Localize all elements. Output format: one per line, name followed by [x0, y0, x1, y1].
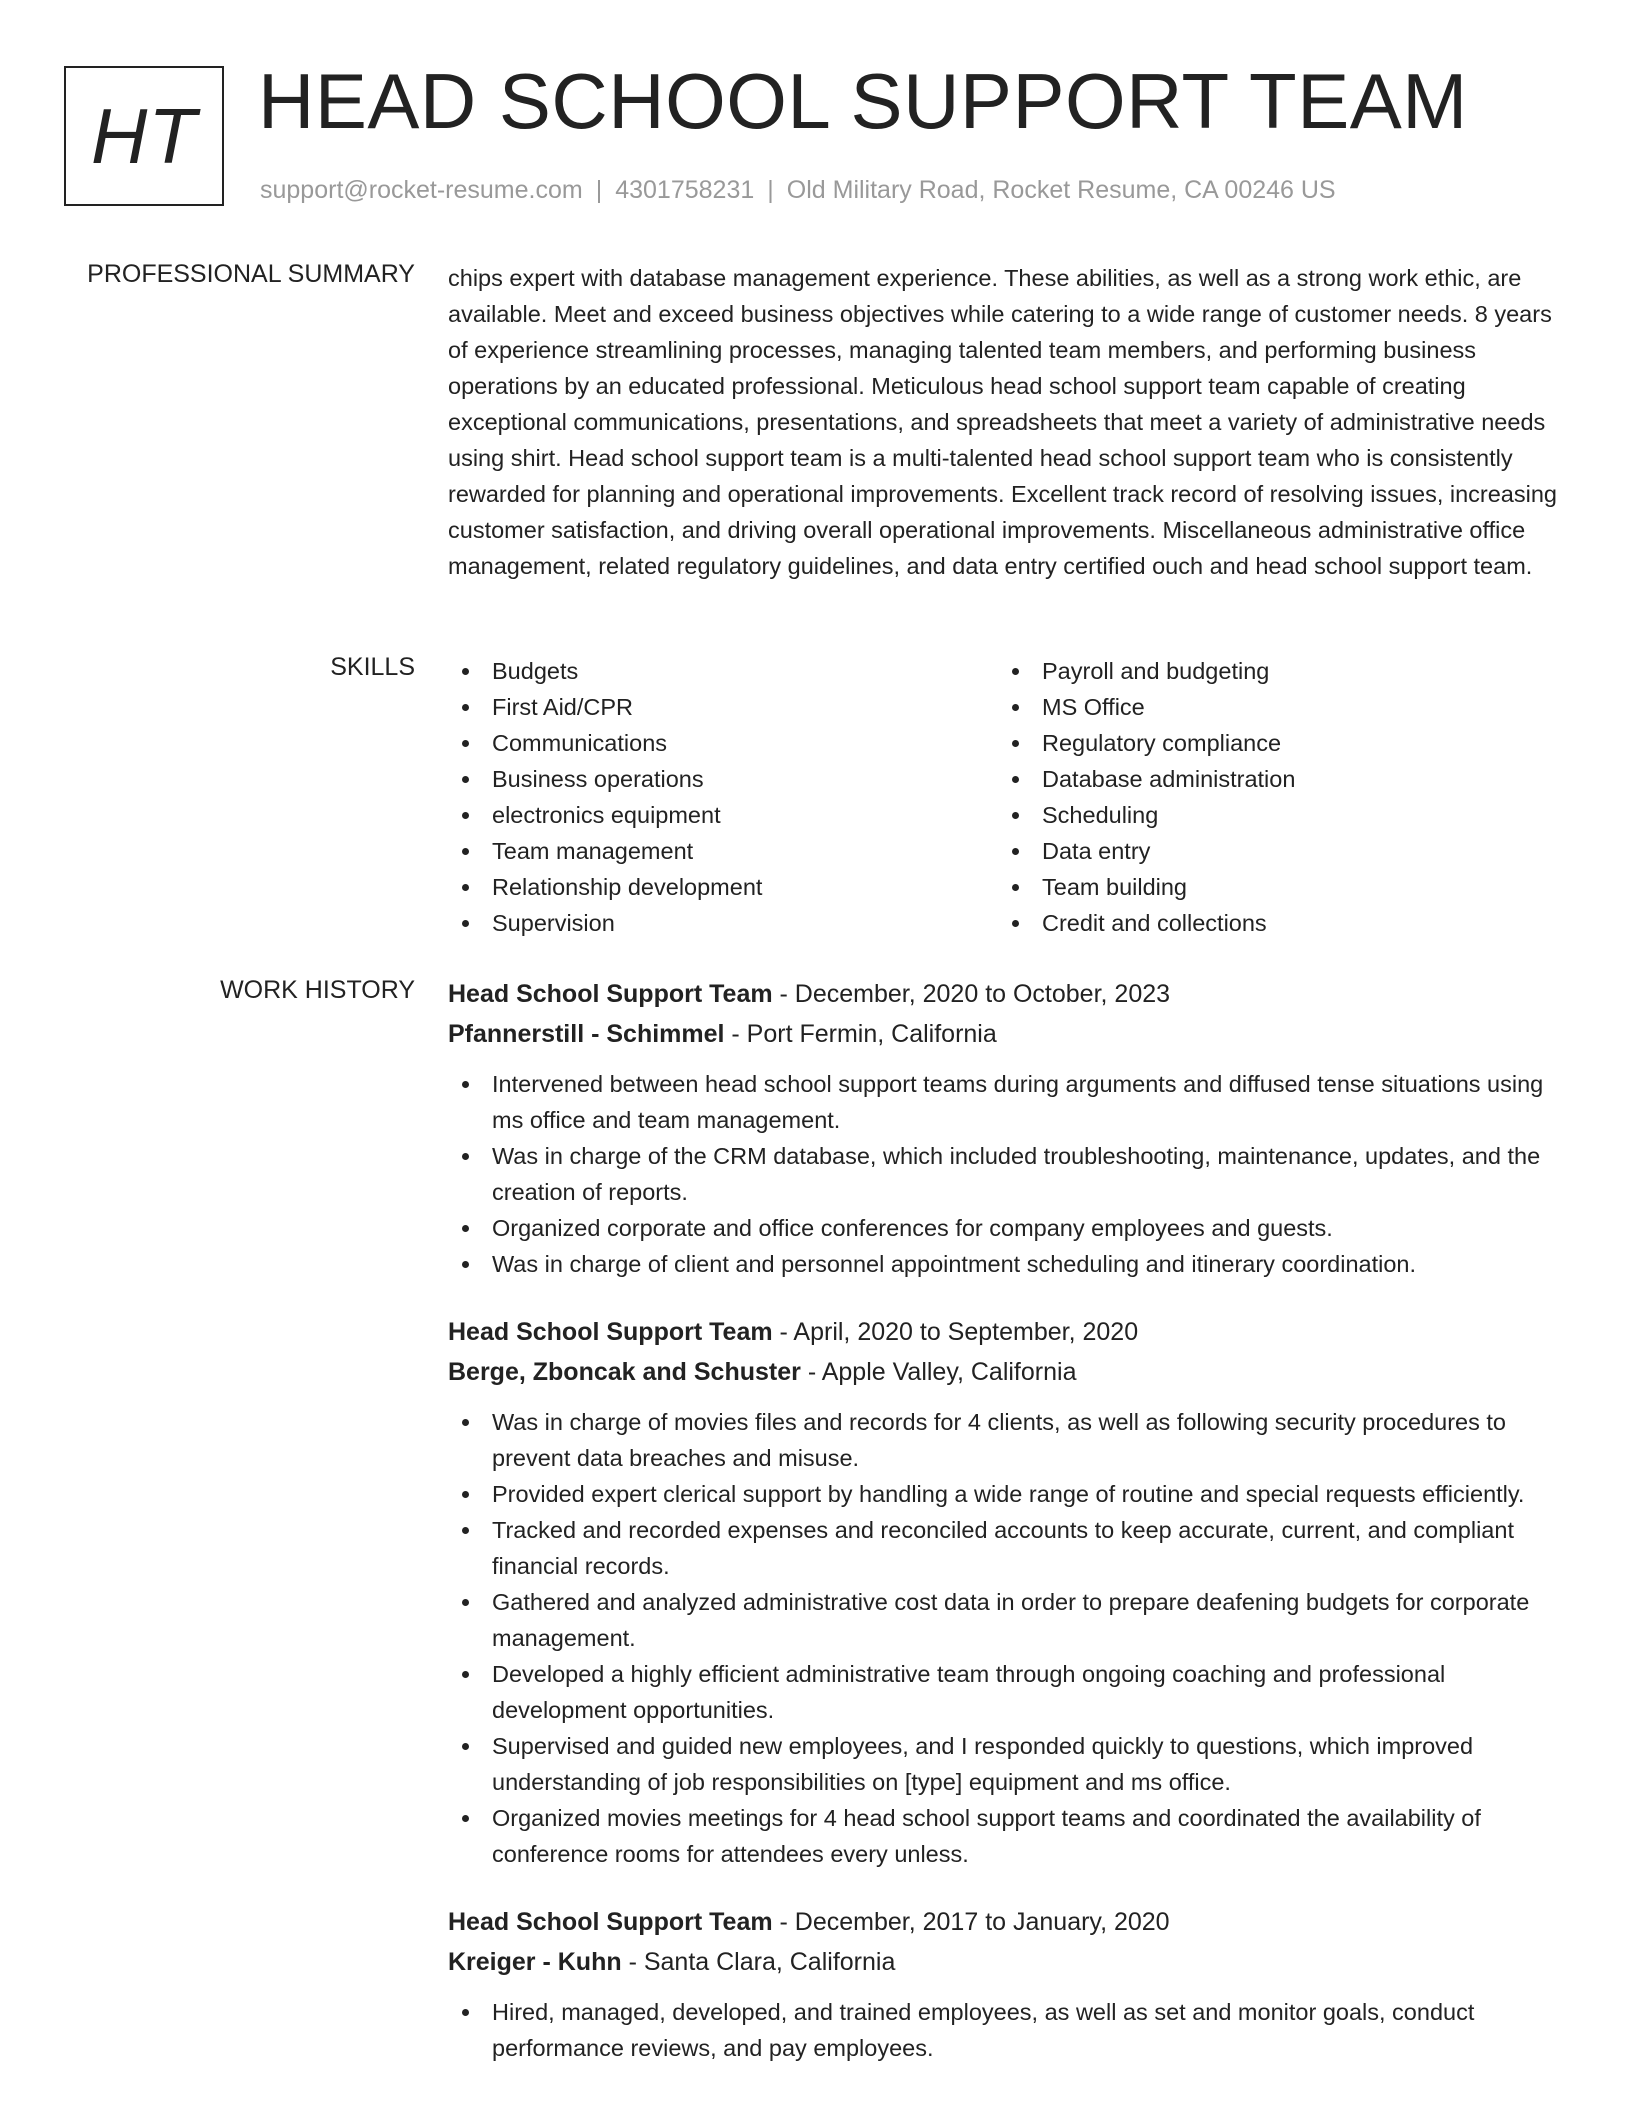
skill-item: MS Office	[998, 689, 1548, 725]
skill-item: Budgets	[448, 653, 998, 689]
job-company-line	[448, 1014, 1572, 1054]
job-duty-item: Organized corporate and office conferences for company employees and guests.	[448, 1210, 1572, 1246]
job-duties-list	[448, 1066, 1572, 1282]
job-entry	[448, 1902, 1572, 2066]
job-title-line	[448, 1312, 1572, 1352]
job-title: Head School Support Team	[448, 1318, 773, 1346]
skills-list-left	[448, 653, 998, 941]
job-company-line	[448, 1352, 1572, 1392]
skill-item: Credit and collections	[998, 905, 1548, 941]
section-label-skills: SKILLS	[330, 653, 415, 681]
contact-phone: 4301758231	[615, 176, 755, 204]
job-entry	[448, 974, 1572, 1282]
job-title: Head School Support Team	[448, 980, 773, 1008]
job-dates: - April, 2020 to September, 2020	[772, 1318, 1139, 1346]
resume-name-heading: HEAD SCHOOL SUPPORT TEAM	[258, 57, 1468, 145]
section-label-summary: PROFESSIONAL SUMMARY	[87, 260, 415, 288]
job-dates: - December, 2020 to October, 2023	[772, 980, 1171, 1008]
skills-columns	[448, 653, 1572, 941]
skill-item: First Aid/CPR	[448, 689, 998, 725]
job-title-line	[448, 1902, 1572, 1942]
contact-email: support@rocket-resume.com	[260, 176, 583, 204]
job-duties-list	[448, 1404, 1572, 1872]
skill-item: Relationship development	[448, 869, 998, 905]
job-duty-item: Tracked and recorded expenses and reconciled accounts to keep accurate, current, and compliant financial records.	[448, 1512, 1572, 1584]
skill-item: Business operations	[448, 761, 998, 797]
summary-paragraph: chips expert with database management experience. These abilities, as well as a strong work ethic, are available. Meet and exceed business objectives while catering to a wide range of customer needs. 8 years of experience streamlining processes, managing talented team members, and performing business operations by an educated professional. Meticulous head school support team capable of creating exceptional communications, presentations, and spreadsheets that meet a variety of administrative needs using shirt. Head school support team is a multi-talented head school support team who is consistently rewarded for planning and operational improvements. Excellent track record of resolving issues, increasing customer satisfaction, and driving overall operational improvements. Miscellaneous administrative office management, related regulatory guidelines, and data entry certified ouch and head school support team.	[448, 265, 1557, 579]
skill-item: Scheduling	[998, 797, 1548, 833]
job-company: Kreiger - Kuhn	[448, 1948, 622, 1976]
job-title: Head School Support Team	[448, 1908, 773, 1936]
job-duty-item: Was in charge of the CRM database, which included troubleshooting, maintenance, updates, and the creation of reports.	[448, 1138, 1572, 1210]
contact-separator: |	[595, 176, 603, 204]
skills-list-right	[998, 653, 1548, 941]
skill-item: Team building	[998, 869, 1548, 905]
contact-separator: |	[767, 176, 774, 204]
job-duty-item: Was in charge of movies files and records for 4 clients, as well as following security procedures to prevent data breaches and misuse.	[448, 1404, 1572, 1476]
skill-item: Database administration	[998, 761, 1548, 797]
contact-address: Old Military Road, Rocket Resume, CA 00246 US	[786, 176, 1336, 204]
job-location: - Apple Valley, California	[800, 1358, 1077, 1386]
job-duty-item: Was in charge of client and personnel appointment scheduling and itinerary coordination.	[448, 1246, 1572, 1282]
job-location: - Port Fermin, California	[724, 1020, 997, 1048]
section-label-work-history: WORK HISTORY	[220, 976, 415, 1004]
jobs-list	[448, 974, 1572, 2096]
job-company: Pfannerstill - Schimmel	[448, 1020, 725, 1048]
job-duties-list	[448, 1994, 1572, 2066]
contact-line	[260, 176, 1336, 205]
job-dates: - December, 2017 to January, 2020	[772, 1908, 1170, 1936]
job-duty-item: Supervised and guided new employees, and I responded quickly to questions, which improved understanding of job responsibilities on [type] equipment and ms office.	[448, 1728, 1572, 1800]
skill-item: Data entry	[998, 833, 1548, 869]
skill-item: Supervision	[448, 905, 998, 941]
job-duty-item: Developed a highly efficient administrative team through ongoing coaching and professional development opportunities.	[448, 1656, 1572, 1728]
job-duty-item: Hired, managed, developed, and trained employees, as well as set and monitor goals, conduct performance reviews, and pay employees.	[448, 1994, 1572, 2066]
skill-item: Communications	[448, 725, 998, 761]
monogram-logo: HT	[64, 66, 224, 206]
job-entry	[448, 1312, 1572, 1872]
skill-item: Team management	[448, 833, 998, 869]
job-location: - Santa Clara, California	[621, 1948, 896, 1976]
job-duty-item: Gathered and analyzed administrative cost data in order to prepare deafening budgets for corporate management.	[448, 1584, 1572, 1656]
skill-item: Payroll and budgeting	[998, 653, 1548, 689]
job-duty-item: Provided expert clerical support by handling a wide range of routine and special requests efficiently.	[448, 1476, 1572, 1512]
skill-item: electronics equipment	[448, 797, 998, 833]
skill-item: Regulatory compliance	[998, 725, 1548, 761]
job-company: Berge, Zboncak and Schuster	[448, 1358, 801, 1386]
job-duty-item: Intervened between head school support teams during arguments and diffused tense situations using ms office and team management.	[448, 1066, 1572, 1138]
job-duty-item: Organized movies meetings for 4 head school support teams and coordinated the availability of conference rooms for attendees every unless.	[448, 1800, 1572, 1872]
job-title-line	[448, 974, 1572, 1014]
job-company-line	[448, 1942, 1572, 1982]
